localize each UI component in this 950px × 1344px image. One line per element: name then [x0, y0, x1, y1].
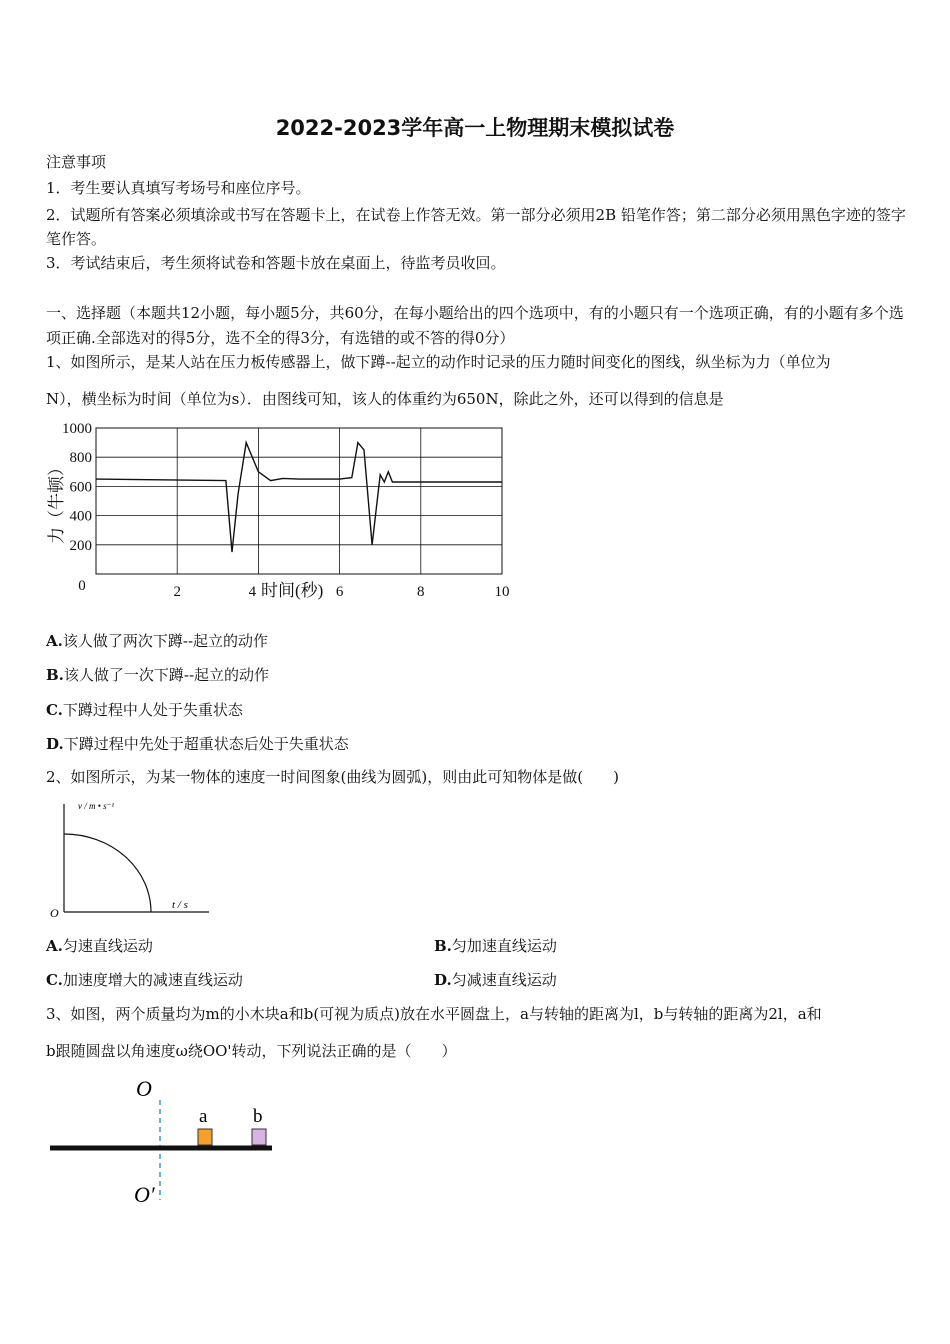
option-letter: B. [434, 937, 452, 955]
q1-option-d[interactable] [46, 734, 349, 754]
block-b [252, 1129, 266, 1145]
block-a [198, 1129, 212, 1145]
option-letter: A. [46, 937, 63, 955]
y-tick-label: 1000 [62, 421, 92, 437]
q1-option-b[interactable] [46, 665, 269, 685]
option-text: 匀速直线运动 [62, 937, 153, 955]
velocity-time-graph [44, 796, 214, 922]
q2-option-a[interactable] [46, 936, 153, 956]
x-tick-label: 10 [494, 584, 510, 600]
q3-stem: b跟随圆盘以角速度ω绕OO'转动，下列说法正确的是（ ） [46, 1042, 457, 1060]
q1-option-a[interactable] [46, 631, 268, 651]
y-tick-label: 800 [69, 450, 92, 467]
q2-option-c[interactable] [46, 970, 243, 990]
chart-frame [96, 428, 502, 574]
section-intro: 一、选择题（本题共12小题，每小题5分，共60分，在每小题给出的四个选项中，有的小题只有一个选项正确，有的小题有多个选项正确.全部选对的得5分，选不全的得3分，有选错的或不答的得0分） [46, 304, 904, 347]
option-text: 下蹲过程中人处于失重状态 [62, 701, 243, 719]
q1-option-c[interactable] [46, 700, 243, 720]
chart-x-label: 时间(秒) [261, 581, 324, 600]
axis-bottom-label: O′ [134, 1182, 155, 1207]
y-tick-label: 400 [69, 508, 92, 525]
q2-stem: 2、如图所示，为某一物体的速度一时间图象(曲线为圆弧)，则由此可知物体是做( ) [46, 768, 619, 786]
q2-option-b[interactable] [434, 936, 557, 956]
option-letter: A. [46, 632, 63, 650]
chart-y-ticks [62, 421, 92, 554]
force-time-chart [40, 414, 520, 610]
option-text: 匀减速直线运动 [451, 971, 557, 989]
page-title: 2022-2023学年高一上物理期末模拟试卷 [275, 116, 675, 140]
option-letter: C. [46, 971, 63, 989]
x-tick-label: 8 [417, 584, 425, 600]
chart-grid [96, 428, 502, 574]
option-text: 匀加速直线运动 [451, 937, 557, 955]
chart-y-label: 力（牛顿） [47, 459, 66, 544]
block-a-label: a [199, 1106, 208, 1127]
t-axis-label: t / s [172, 899, 188, 911]
option-letter: D. [46, 735, 64, 753]
force-series-line [96, 443, 502, 552]
option-letter: B. [46, 666, 64, 684]
notice-item: 3．考试结束后，考生须将试卷和答题卡放在桌面上，待监考员收回。 [46, 254, 506, 272]
x-tick-label: 2 [173, 584, 181, 600]
q1-stem: 1、如图所示，是某人站在压力板传感器上，做下蹲--起立的动作时记录的压力随时间变化的图线，纵坐标为力（单位为 [46, 353, 831, 371]
option-letter: C. [46, 701, 63, 719]
x-tick-label: 6 [335, 584, 344, 600]
block-b-label: b [253, 1106, 263, 1127]
y-tick-label: 600 [69, 479, 92, 496]
arc-curve [64, 834, 151, 912]
x-tick-label: 4 [248, 584, 257, 600]
v-axis-label: v / m • s⁻¹ [78, 801, 115, 811]
rotating-disk-figure [40, 1070, 290, 1210]
q3-stem: 3、如图，两个质量均为m的小木块a和b(可视为质点)放在水平圆盘上，a与转轴的距离为l，b与转轴的距离为2l，a和 [46, 1005, 822, 1023]
option-text: 该人做了两次下蹲--起立的动作 [62, 632, 269, 650]
notice-heading: 注意事项 [46, 153, 107, 171]
option-letter: D. [434, 971, 452, 989]
q2-option-d[interactable] [434, 970, 557, 990]
option-text: 加速度增大的减速直线运动 [62, 971, 243, 989]
y-tick-label: 200 [69, 537, 92, 554]
axis-top-label: O [136, 1076, 152, 1101]
option-text: 下蹲过程中先处于超重状态后处于失重状态 [63, 735, 349, 753]
x-tick-label: 0 [78, 578, 86, 594]
q1-stem: N），横坐标为时间（单位为s）．由图线可知，该人的体重约为650N，除此之外，还可以得到的信息是 [46, 390, 724, 408]
origin-label: O [50, 906, 59, 920]
notice-item: 2．试题所有答案必须填涂或书写在答题卡上，在试卷上作答无效。第一部分必须用2B 铅笔作答；第二部分必须用黑色字迹的签字笔作答。 [46, 206, 906, 248]
notice-item: 1．考生要认真填写考场号和座位序号。 [46, 179, 311, 197]
option-text: 该人做了一次下蹲--起立的动作 [63, 666, 270, 684]
